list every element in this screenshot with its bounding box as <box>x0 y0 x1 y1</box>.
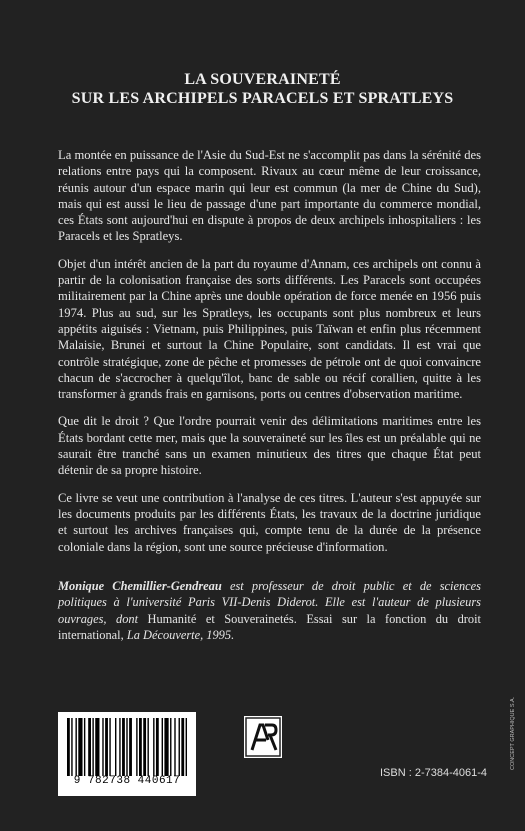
barcode-bar <box>71 718 72 776</box>
barcode-bar <box>129 718 132 776</box>
isbn: ISBN : 2-7384-4061-4 <box>380 767 488 779</box>
barcode-bar <box>92 718 93 776</box>
barcode-bar <box>153 718 154 776</box>
paragraph-2: Objet d'un intérêt ancien de la part du royaume d'Annam, ces archipels ont connu à partir de la colonisation française des sorts différents. Les Paracels sont occupées militairement par la Chine après une double opération de force menée en 1956 puis 1974. Plus au sud, sur les Spratleys, les occupants sont plus nombreux et leurs appétits aiguisés : Vietnam, puis Philippines, puis Taïwan et enfin plus récemment Malaisie, Brunei et surtout la Chine Populaire, sont candidats. Il est vrai que contrôle stratégique, zone de pêche et promesses de pétrole ont de quoi convaincre chacun de s'accrocher à quelqu'îlot, banc de sable ou récif corallien, quitte à les transformer à grands frais en garnisons, ports ou centres d'observation maritime. <box>58 256 481 402</box>
barcode-bar <box>156 718 159 776</box>
blurb <box>58 147 481 566</box>
barcode-bar <box>186 718 187 776</box>
barcode-bar <box>126 718 127 776</box>
author-works: Humanité et Souverainetés. Essai sur la fonction du droit international, <box>58 611 481 642</box>
paragraph-3: Que dit le droit ? Que l'ordre pourrait venir des délimitations maritimes entre les États bordant cette mer, mais que la souveraineté sur les îles est un préalable qui ne saurait être tranché sans un examen minutieux des titres que chaque État peut détenir de sa propre histoire. <box>58 414 481 478</box>
barcode-bar <box>179 718 180 776</box>
barcode-bars <box>67 718 187 776</box>
title-line-1: LA SOUVERAINETÉ <box>184 71 341 88</box>
paragraph-1: La montée en puissance de l'Asie du Sud-Est ne s'accomplit pas dans la sérénité des relations entre pays qui la composent. Rivaux au cœur même de leur croissance, réunis autour d'un espace marin qui leur est commun (la mer de Chine du Sud), mais qui est aussi le lieu de passage d'une part importante du commerce mondial, ces États sont aujourd'hui en dispute à propos de deux archipels inhospitaliers : les Paracels et les Spratleys. <box>58 148 481 244</box>
barcode-bar <box>102 718 103 776</box>
author-bio: est professeur de droit public et de sciences politiques à l'université Paris VII-Denis Diderot. Elle est l'auteur de plusieurs ouvrages, dont <box>58 579 481 626</box>
barcode-bar <box>147 718 148 776</box>
barcode-bar <box>95 718 99 776</box>
barcode-bar <box>143 718 146 776</box>
barcode-bar <box>109 718 110 776</box>
title-line-2: SUR LES ARCHIPELS PARACELS ET SPRATLEYS <box>71 90 454 107</box>
author-note <box>58 578 481 643</box>
barcode-bar <box>119 718 120 776</box>
barcode-bar <box>139 718 142 776</box>
paragraph-4: Ce livre se veut une contribution à l'analyse de ces titres. L'auteur s'est appuyée sur les documents produits par les différents États, les travaux de la doctrine juridique et surtout les archives françaises qui, compte tenu de la durée de la présence coloniale dans la région, sont une source précieuse d'information. <box>58 490 481 554</box>
barcode-bar <box>136 718 137 776</box>
barcode-bar <box>122 718 125 776</box>
author-name: Monique Chemillier-Gendreau <box>58 579 222 593</box>
barcode-bar <box>67 718 70 776</box>
barcode-bar <box>84 718 85 776</box>
author-publisher: La Découverte, 1995. <box>123 627 235 642</box>
barcode-bar <box>75 718 76 776</box>
barcode-bar <box>164 718 168 776</box>
barcode-bar <box>181 718 184 776</box>
barcode-bar <box>162 718 163 776</box>
publisher-logo-icon <box>244 716 282 758</box>
barcode-bar <box>115 718 116 776</box>
design-credit: CONCEPT GRAPHIQUE S.A. <box>510 696 516 770</box>
publisher-logo <box>244 716 282 758</box>
barcode-bar <box>105 718 108 776</box>
barcode-bar <box>78 718 82 776</box>
barcode-bar <box>88 718 91 776</box>
barcode-bar <box>170 718 171 776</box>
barcode <box>58 712 196 796</box>
book-title <box>0 70 525 108</box>
barcode-number: 9 782738 440617 <box>73 775 181 787</box>
barcode-bar <box>174 718 175 776</box>
